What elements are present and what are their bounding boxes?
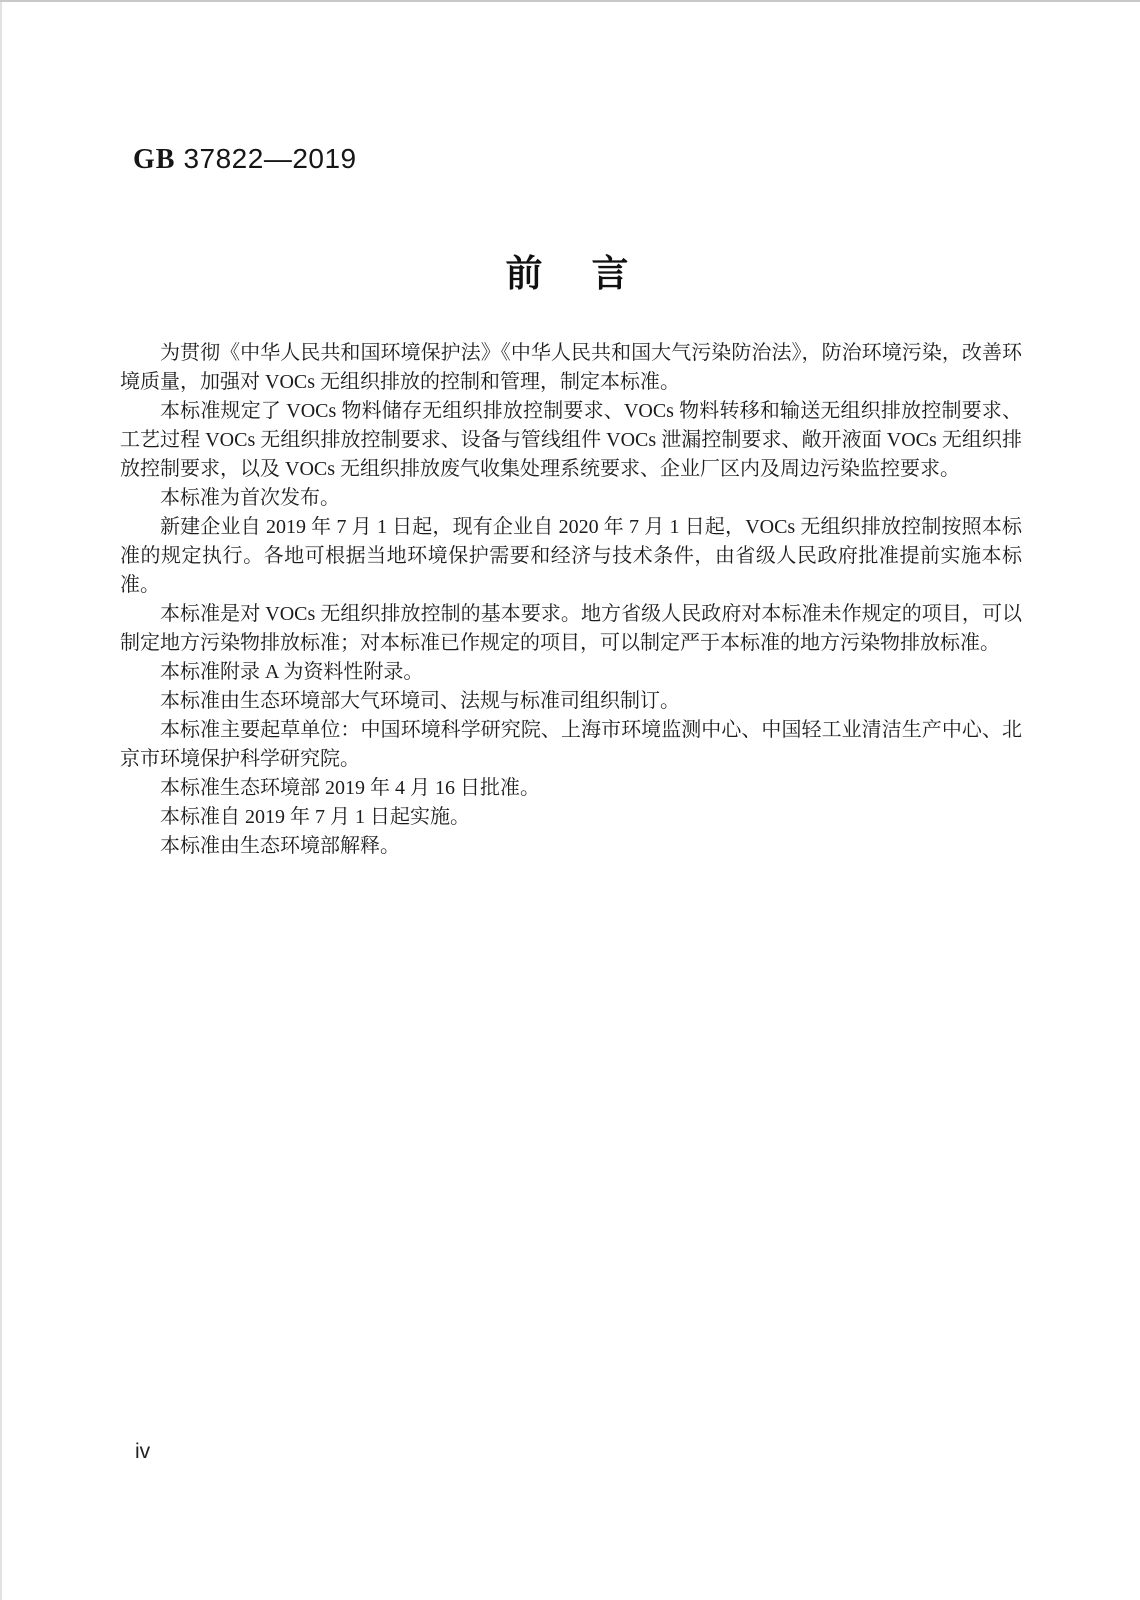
paragraph: 本标准自 2019 年 7 月 1 日起实施。: [160, 806, 470, 828]
paragraph: 本标准附录 A 为资料性附录。: [160, 661, 424, 683]
paragraph: 本标准由生态环境部解释。: [160, 835, 400, 857]
standard-number: [133, 142, 357, 177]
page-title: 前 言: [505, 253, 635, 294]
paragraph: 新建企业自 2019 年 7 月 1 日起，现有企业自 2020 年 7 月 1 日起，VOCs 无组织排放控制按照本标准的规定执行。各地可根据当地环境保护需要和经济与技术条件，由省级人民政府批准提前实施本标准。: [120, 516, 1022, 596]
paragraph: 为贯彻《中华人民共和国环境保护法》《中华人民共和国大气污染防治法》，防治环境污染，改善环境质量，加强对 VOCs 无组织排放的控制和管理，制定本标准。: [120, 342, 1022, 393]
standard-year-number: 37822—2019: [183, 143, 357, 174]
paragraph: 本标准主要起草单位：中国环境科学研究院、上海市环境监测中心、中国轻工业清洁生产中心、北京市环境保护科学研究院。: [120, 719, 1022, 770]
paragraph: 本标准由生态环境部大气环境司、法规与标准司组织制订。: [160, 690, 680, 712]
paragraph: 本标准生态环境部 2019 年 4 月 16 日批准。: [160, 777, 540, 799]
foreword-body: [120, 339, 1022, 861]
paragraph: 本标准规定了 VOCs 物料储存无组织排放控制要求、VOCs 物料转移和输送无组织排放控制要求、工艺过程 VOCs 无组织排放控制要求、设备与管线组件 VOCs 泄漏控制要求、敞开液面 VOCs 无组织排放控制要求，以及 VOCs 无组织排放废气收集处理系统要求、企业厂区内及周边污染监控要求。: [120, 400, 1022, 480]
page-number: iv: [135, 1440, 151, 1463]
standard-code: GB: [133, 144, 176, 175]
paragraph: 本标准是对 VOCs 无组织排放控制的基本要求。地方省级人民政府对本标准未作规定的项目，可以制定地方污染物排放标准；对本标准已作规定的项目，可以制定严于本标准的地方污染物排放标准。: [120, 603, 1022, 654]
paragraph: 本标准为首次发布。: [160, 487, 340, 509]
